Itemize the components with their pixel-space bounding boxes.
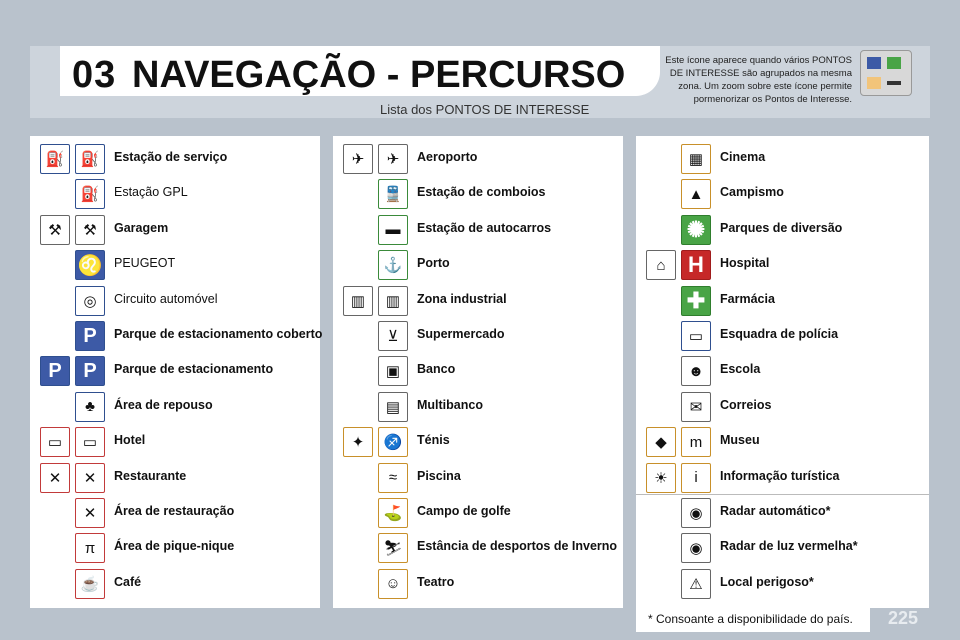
- info-i-icon: i: [681, 463, 711, 493]
- poi-list-item: [333, 142, 623, 174]
- poi-label: Local perigoso*: [720, 574, 814, 589]
- poi-list-item: [30, 177, 320, 209]
- fuel-pump-icon: ⛽: [40, 144, 70, 174]
- poi-list-item: [333, 567, 623, 599]
- hammer-icon: ⚒: [75, 215, 105, 245]
- poi-list-item: [636, 354, 929, 386]
- poi-list-item: [333, 248, 623, 280]
- covered-parking-icon: P: [75, 321, 105, 351]
- poi-label: Piscina: [417, 468, 461, 483]
- poi-list-item: [636, 425, 929, 457]
- poi-label: Estação GPL: [114, 185, 188, 200]
- lpg-station-icon: ⛽: [75, 179, 105, 209]
- poi-label: Supermercado: [417, 327, 505, 341]
- poi-list-item: [30, 354, 320, 386]
- poi-label: Área de pique-nique: [114, 539, 235, 554]
- airplane-icon: ✈: [378, 144, 408, 174]
- rest-area-icon: ♣: [75, 392, 105, 422]
- theatre-mask-icon: ☺: [378, 569, 408, 599]
- school-children-icon: ☻: [681, 356, 711, 386]
- poi-label: Parque de estacionamento coberto: [114, 327, 323, 341]
- shopping-cart-icon: ⊻: [378, 321, 408, 351]
- poi-list-item: [30, 531, 320, 563]
- museum-diamond-icon: ◆: [646, 427, 676, 457]
- poi-label: Correios: [720, 397, 772, 412]
- poi-list-item: [333, 496, 623, 528]
- poi-label: Porto: [417, 256, 450, 271]
- poi-list-item: [30, 248, 320, 280]
- poi-label: Banco: [417, 362, 456, 377]
- poi-list-item: [636, 284, 929, 316]
- poi-list-item: [636, 567, 929, 599]
- poi-list-item: [636, 177, 929, 209]
- page-title: NAVEGAÇÃO - PERCURSO: [132, 54, 626, 96]
- poi-label: PEUGEOT: [114, 256, 176, 271]
- bus-icon: ▬: [378, 215, 408, 245]
- poi-label: Hospital: [720, 256, 770, 271]
- hospital-h-icon: H: [681, 250, 711, 280]
- poi-list-item: [636, 461, 929, 493]
- poi-label: Hotel: [114, 433, 146, 448]
- poi-list-item: [30, 461, 320, 493]
- poi-label: Escola: [720, 362, 761, 377]
- train-icon: 🚆: [378, 179, 408, 209]
- poi-column-2: [333, 136, 623, 608]
- airport-sign-icon: ✈: [343, 144, 373, 174]
- poi-list-item: [333, 425, 623, 457]
- poi-label: Radar de luz vermelha*: [720, 539, 858, 554]
- poi-list-item: [30, 567, 320, 599]
- hammer-icon: ⚒: [40, 215, 70, 245]
- bed-icon: ▭: [75, 427, 105, 457]
- poi-label: Cinema: [720, 150, 766, 164]
- film-strip-icon: ▦: [681, 144, 711, 174]
- speed-camera-icon: ◉: [681, 498, 711, 528]
- poi-label: Farmácia: [720, 291, 775, 306]
- bed-icon: ▭: [40, 427, 70, 457]
- lighthouse-icon: ☀: [646, 463, 676, 493]
- poi-label: Museu: [720, 433, 760, 448]
- tent-icon: ▲: [681, 179, 711, 209]
- poi-label: Parques de diversão: [720, 220, 843, 235]
- poi-list-item: [30, 142, 320, 174]
- amusement-park-icon: ✺: [681, 215, 711, 245]
- police-icon: ▭: [681, 321, 711, 351]
- poi-list-item: [333, 354, 623, 386]
- poi-label: Zona industrial: [417, 291, 507, 306]
- poi-list-item: [636, 319, 929, 351]
- poi-label: Aeroporto: [417, 150, 478, 164]
- pharmacy-cross-icon: ✚: [681, 286, 711, 316]
- poi-label: Garagem: [114, 220, 169, 235]
- poi-label: Estação de comboios: [417, 185, 546, 200]
- picnic-table-icon: π: [75, 533, 105, 563]
- coffee-cup-icon: ☕: [75, 569, 105, 599]
- poi-list-item: [30, 213, 320, 245]
- poi-label: Estação de serviço: [114, 150, 228, 164]
- poi-list-item: [636, 248, 929, 280]
- poi-label: Área de restauração: [114, 504, 235, 518]
- warning-triangle-icon: ⚠: [681, 569, 711, 599]
- poi-list-item: [636, 213, 929, 245]
- footnote: * Consoante a disponibilidade do país.: [648, 612, 853, 626]
- poi-list-item: [30, 319, 323, 351]
- fork-knife-icon: ✕: [40, 463, 70, 493]
- poi-column-1: [30, 136, 323, 608]
- poi-list-item: [30, 390, 320, 422]
- poi-list-item: [333, 177, 623, 209]
- poi-list-item: [333, 461, 623, 493]
- poi-list-item: [636, 496, 929, 528]
- poi-list-item: [333, 531, 623, 563]
- poi-label: Parque de estacionamento: [114, 362, 274, 377]
- poi-column-3: [636, 136, 929, 608]
- column-divider: [636, 494, 929, 495]
- poi-label: Ténis: [417, 433, 450, 448]
- skier-icon: ⛷: [378, 533, 408, 563]
- swimmer-icon: ≈: [378, 463, 408, 493]
- poi-label: Estação de autocarros: [417, 220, 552, 235]
- factory-icon: ▥: [378, 286, 408, 316]
- poi-list-item: [30, 496, 320, 528]
- parking-icon: P: [40, 356, 70, 386]
- poi-label: Multibanco: [417, 397, 483, 412]
- fuel-pump-icon: ⛽: [75, 144, 105, 174]
- bank-safe-icon: ▣: [378, 356, 408, 386]
- poi-label: Radar automático*: [720, 504, 831, 518]
- restaurant-area-icon: ✕: [75, 498, 105, 528]
- poi-label: Área de repouso: [114, 397, 213, 412]
- grouped-poi-icon: [860, 50, 912, 96]
- poi-label: Informação turística: [720, 468, 840, 483]
- poi-list-item: [333, 213, 623, 245]
- ship-icon: ⚓: [378, 250, 408, 280]
- museum-m-icon: m: [681, 427, 711, 457]
- poi-label: Café: [114, 574, 142, 589]
- grouped-poi-note: Este ícone aparece quando vários PONTOS DE INTERESSE são agrupados na mesma zona. Um zoom sobre este ícone permite pormenorizar os Pontos de Interesse.: [665, 55, 852, 105]
- poi-list-item: [636, 531, 929, 563]
- atm-icon: ▤: [378, 392, 408, 422]
- parking-icon: P: [75, 356, 105, 386]
- fork-knife-icon: ✕: [75, 463, 105, 493]
- page-number: 225: [888, 608, 919, 628]
- poi-list-item: [333, 319, 623, 351]
- poi-label: Restaurante: [114, 468, 187, 483]
- poi-label: Campo de golfe: [417, 504, 511, 518]
- page-subtitle: Lista dos PONTOS DE INTERESSE: [380, 102, 590, 117]
- sports-icon: ✦: [343, 427, 373, 457]
- race-circuit-icon: ◎: [75, 286, 105, 316]
- tennis-player-icon: ♐: [378, 427, 408, 457]
- poi-list-item: [30, 284, 320, 316]
- poi-list-item: [636, 390, 929, 422]
- envelope-icon: ✉: [681, 392, 711, 422]
- poi-list-item: [636, 142, 929, 174]
- red-light-camera-icon: ◉: [681, 533, 711, 563]
- poi-label: Estância de desportos de Inverno: [417, 539, 618, 554]
- golfer-icon: ⛳: [378, 498, 408, 528]
- chapter-number: 03: [72, 54, 117, 96]
- peugeot-lion-icon: ♌: [75, 250, 105, 280]
- poi-list-item: [30, 425, 320, 457]
- poi-label: Esquadra de polícia: [720, 327, 839, 341]
- poi-list-item: [333, 284, 623, 316]
- poi-label: Teatro: [417, 574, 455, 589]
- poi-label: Circuito automóvel: [114, 291, 218, 306]
- monument-icon: ⌂: [646, 250, 676, 280]
- poi-list-item: [333, 390, 623, 422]
- poi-label: Campismo: [720, 185, 784, 200]
- factory-icon: ▥: [343, 286, 373, 316]
